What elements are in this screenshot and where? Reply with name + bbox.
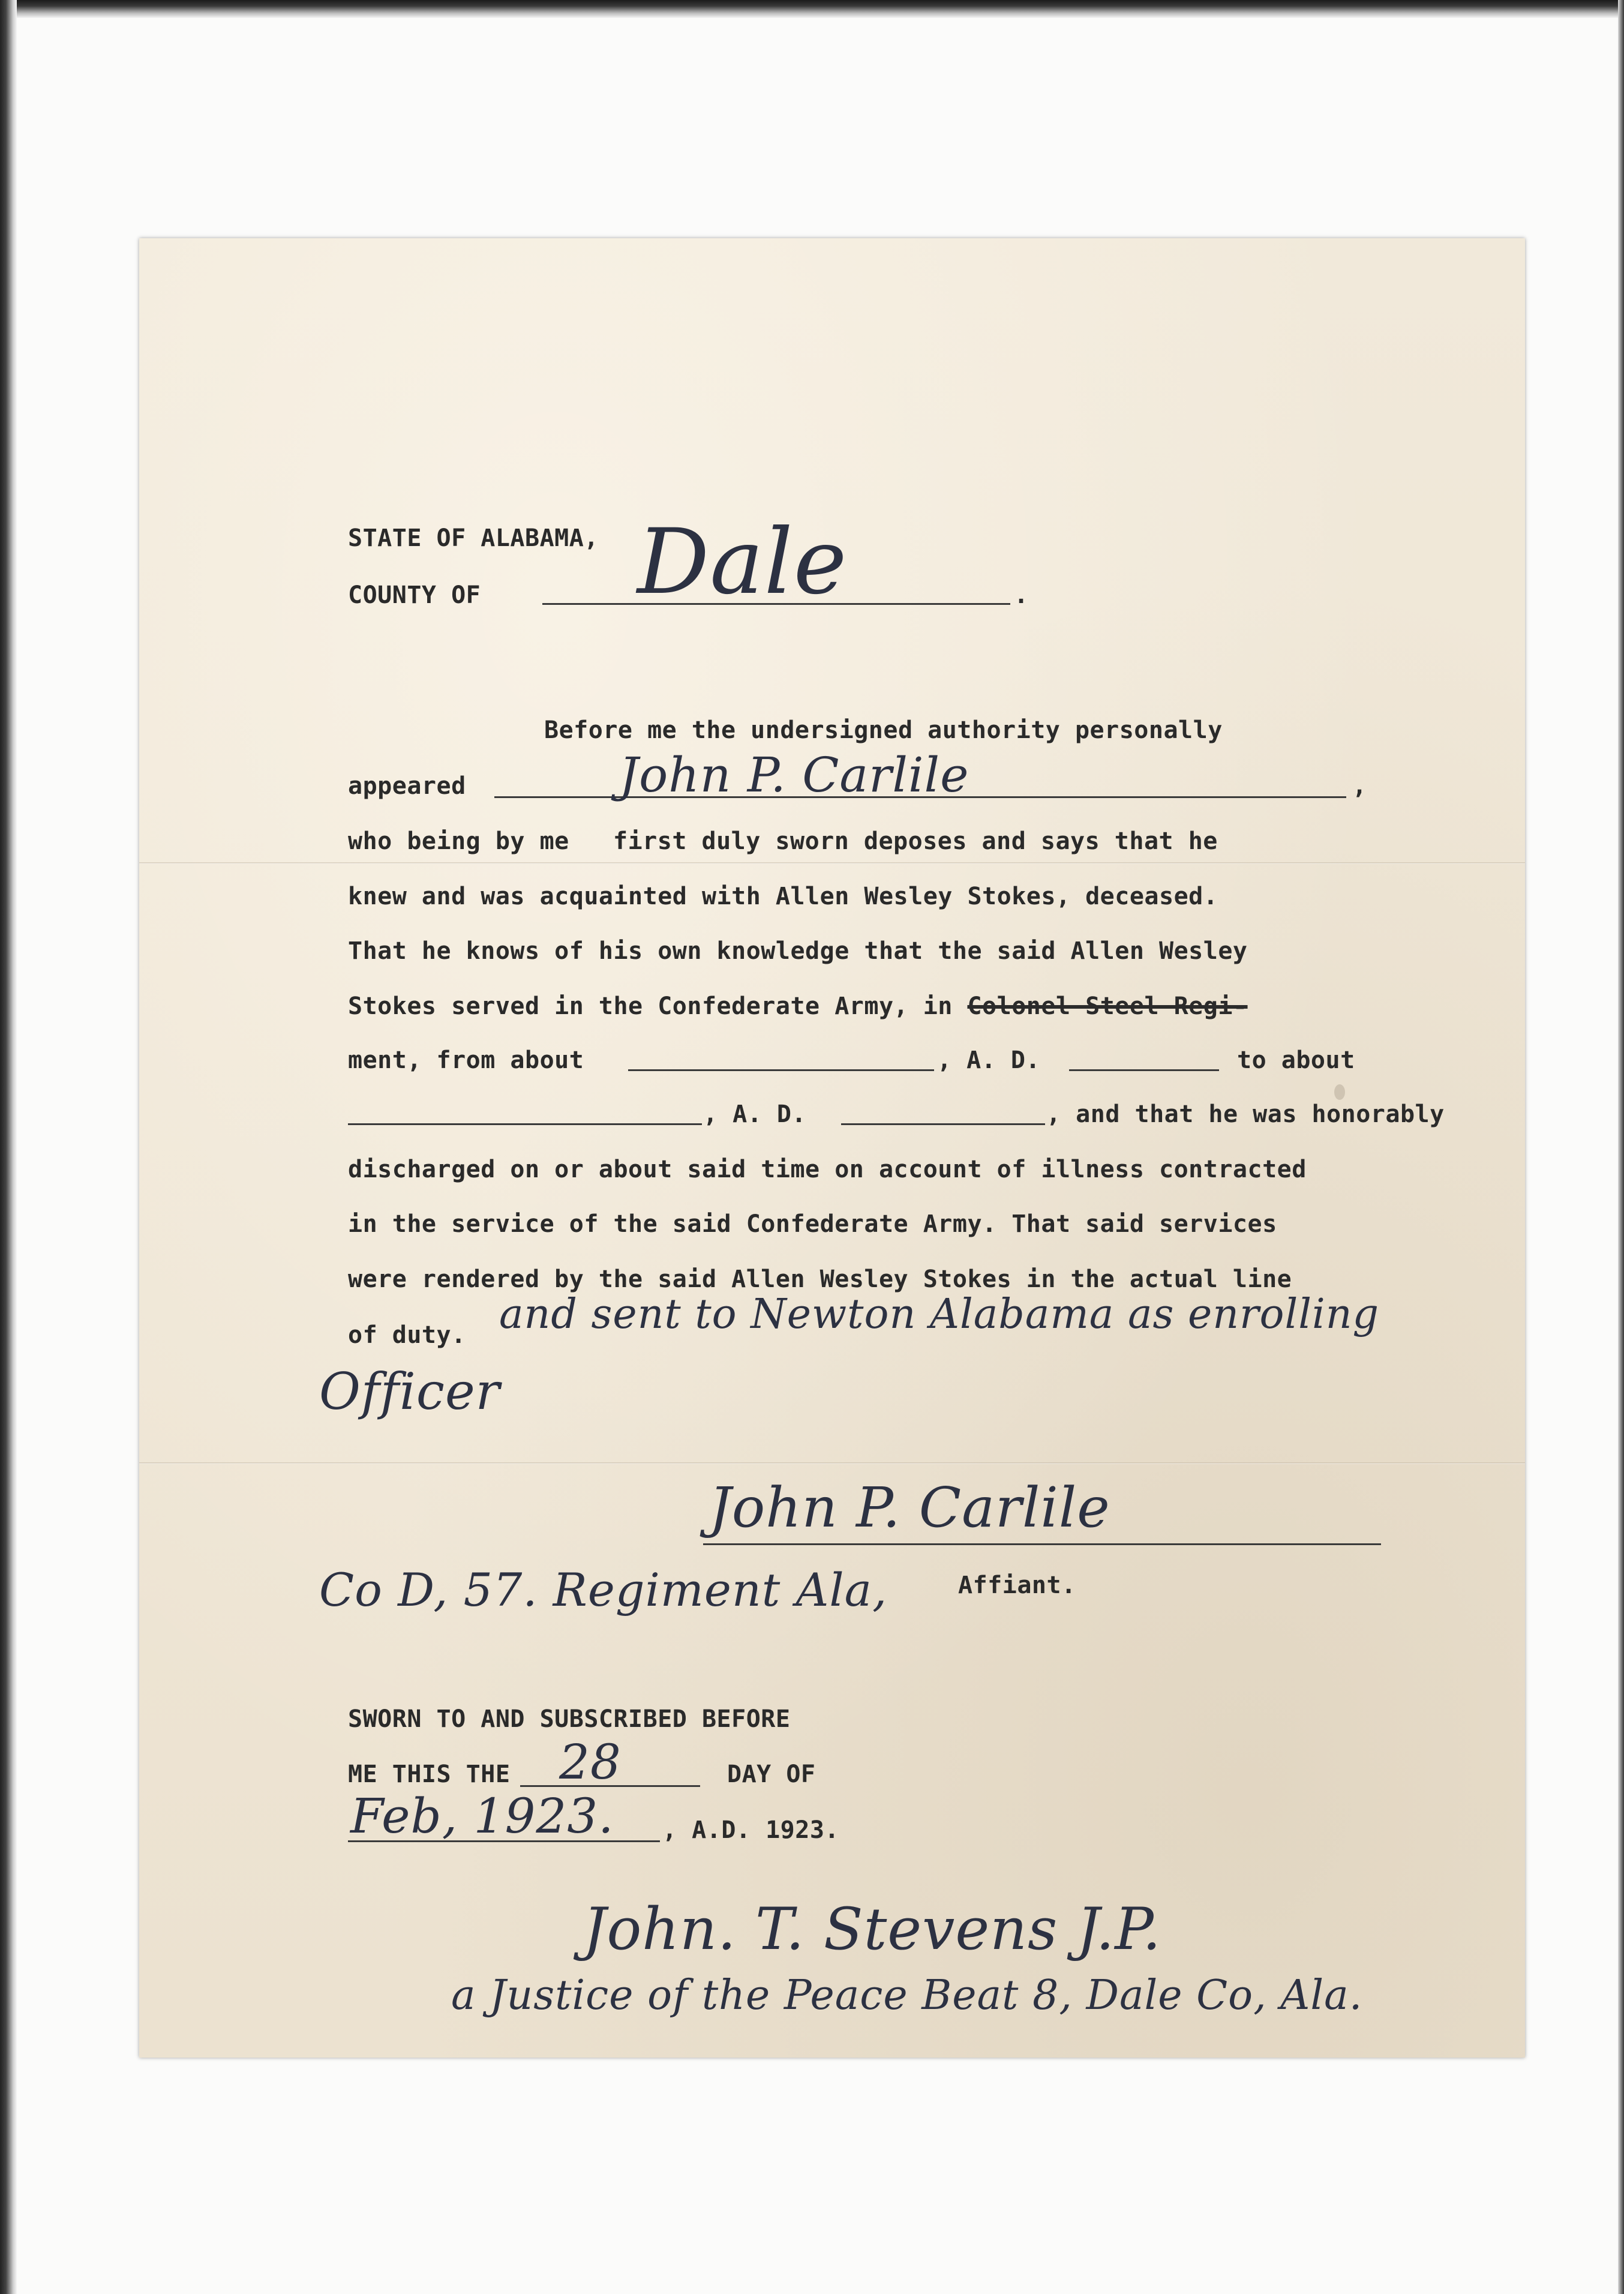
body-line-6-a: , A. D. <box>703 1100 807 1128</box>
appeared-comma: , <box>1352 772 1367 800</box>
affiant-signature: John P. Carlile <box>709 1476 1110 1540</box>
from-date-blank-line <box>628 1069 934 1071</box>
body-line-6-b: , and that he was honorably <box>1046 1100 1445 1128</box>
body-line-7: discharged on or about said time on account of illness contracted <box>348 1156 1307 1183</box>
body-line-1-post: first duly sworn deposes and says that he <box>613 827 1218 855</box>
county-label: COUNTY OF <box>348 581 481 609</box>
body-line-5-c: to about <box>1237 1046 1355 1074</box>
body-line-8: in the service of the said Confederate Army. That said services <box>348 1210 1277 1238</box>
county-handwritten: Dale <box>637 510 848 614</box>
paper-blemish <box>1334 1084 1345 1100</box>
scanner-edge-left <box>0 0 17 2294</box>
handwritten-addition-line-1: and sent to Newton Alabama as enrolling <box>499 1291 1380 1338</box>
body-line-10: of duty. <box>348 1321 466 1349</box>
state-heading: STATE OF ALABAMA, <box>348 524 599 552</box>
struck-regiment-text: Colonel Steel Regi- <box>967 992 1248 1020</box>
to-year-blank-line <box>841 1123 1045 1125</box>
jurat-line-2-post: DAY OF <box>727 1761 816 1788</box>
jurat-day-handwritten: 28 <box>559 1734 622 1790</box>
from-year-blank-line <box>1069 1069 1219 1071</box>
affiant-label: Affiant. <box>958 1572 1076 1599</box>
intro-line: Before me the undersigned authority personally <box>544 716 1223 744</box>
county-period: . <box>1014 581 1029 609</box>
body-line-4 <box>348 994 1248 1018</box>
body-line-9: were rendered by the said Allen Wesley Stokes in the actual line <box>348 1266 1292 1293</box>
appeared-label: appeared <box>348 772 466 800</box>
paper-fold-line <box>139 1462 1525 1464</box>
justice-title-handwritten: a Justice of the Peace Beat 8, Dale Co, Ala. <box>451 1972 1363 2019</box>
jurat-date-handwritten: Feb, 1923. <box>350 1788 614 1844</box>
scanner-edge-top <box>0 0 1624 18</box>
justice-signature: John. T. Stevens J.P. <box>583 1896 1161 1963</box>
affiant-signature-line <box>703 1543 1381 1545</box>
affidavit-page <box>139 238 1525 2058</box>
company-regiment-note: Co D, 57. Regiment Ala, <box>319 1563 888 1617</box>
jurat-line-2-pre: ME THIS THE <box>348 1761 511 1788</box>
jurat-line-1: SWORN TO AND SUBSCRIBED BEFORE <box>348 1705 791 1733</box>
scanner-edge-right <box>1618 0 1624 2294</box>
body-line-5-a: ment, from about <box>348 1046 584 1074</box>
handwritten-addition-line-2: Officer <box>319 1362 500 1421</box>
body-line-4-text: Stokes served in the Confederate Army, in <box>348 992 953 1020</box>
jurat-line-3: , A.D. 1923. <box>662 1816 839 1844</box>
body-line-3: That he knows of his own knowledge that the said Allen Wesley <box>348 937 1248 965</box>
affiant-name-handwritten: John P. Carlile <box>619 747 969 803</box>
body-line-2: knew and was acquainted with Allen Wesley Stokes, deceased. <box>348 883 1218 910</box>
body-line-5-b: , A. D. <box>937 1046 1041 1074</box>
body-line-1-pre: who being by me <box>348 827 569 855</box>
to-date-blank-line <box>348 1123 702 1125</box>
paper-fold-line <box>139 862 1525 864</box>
